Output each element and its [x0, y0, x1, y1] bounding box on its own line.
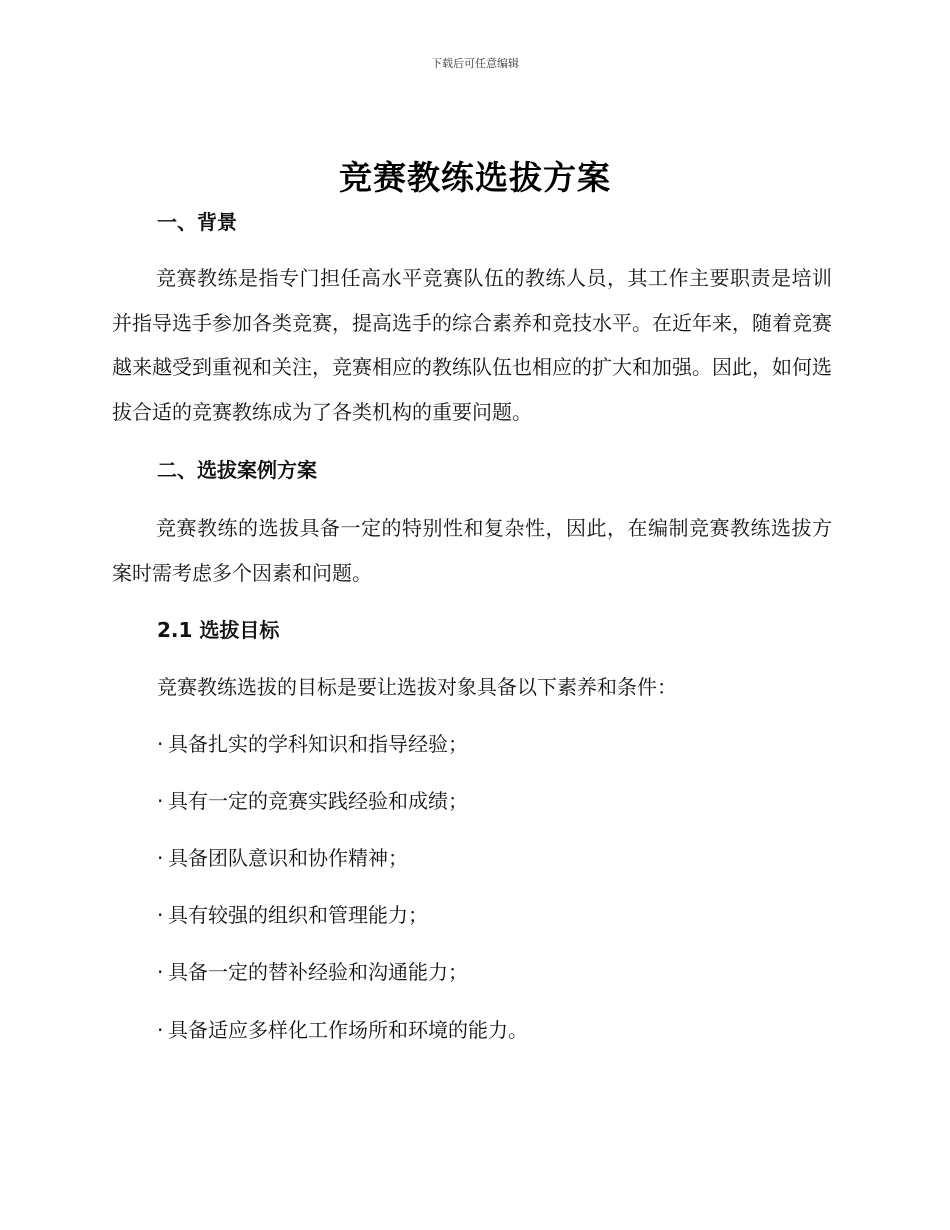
list-item-text: 具备一定的替补经验和沟通能力； — [168, 960, 468, 984]
list-item-text: 具备扎实的学科知识和指导经验； — [168, 732, 468, 756]
list-item-text: 具备团队意识和协作精神； — [168, 846, 408, 870]
list-item — [157, 1008, 837, 1053]
bullet-icon: · — [157, 846, 164, 870]
list-item-text: 具备适应多样化工作场所和环境的能力。 — [168, 1018, 528, 1042]
list-item — [157, 779, 837, 824]
list-item — [157, 950, 837, 995]
list-item — [157, 722, 837, 767]
list-item-text: 具有一定的竞赛实践经验和成绩； — [168, 789, 468, 813]
selection-goal-intro: 竞赛教练选拔的目标是要让选拔对象具备以下素养和条件： — [157, 675, 677, 699]
background-paragraph: 竞赛教练是指专门担任高水平竞赛队伍的教练人员，其工作主要职责是培训并指导选手参加各类竞赛，提高选手的综合素养和竞技水平。在近年来，随着竞赛越来越受到重视和关注，竞赛相应的教练队伍也相应的扩大和加强。因此，如何选拔合适的竞赛教练成为了各类机构的重要问题。 — [112, 266, 832, 424]
bullet-icon: · — [157, 903, 164, 927]
subsection-heading-selection-goal: 2.1 选拔目标 — [157, 618, 280, 642]
list-item — [157, 836, 837, 881]
bullet-icon: · — [157, 1018, 164, 1042]
selection-plan-paragraph: 竞赛教练的选拔具备一定的特别性和复杂性，因此，在编制竞赛教练选拔方案时需考虑多个因素和问题。 — [112, 516, 832, 585]
document-title: 竞赛教练选拔方案 — [339, 158, 611, 197]
bullet-icon: · — [157, 732, 164, 756]
bullet-icon: · — [157, 960, 164, 984]
list-item-text: 具有较强的组织和管理能力； — [168, 903, 428, 927]
section-heading-selection-plan: 二、选拔案例方案 — [157, 458, 317, 482]
section-heading-background: 一、背景 — [157, 210, 237, 234]
header-note: 下载后可任意编辑 — [431, 57, 519, 70]
bullet-icon: · — [157, 789, 164, 813]
list-item — [157, 893, 837, 938]
